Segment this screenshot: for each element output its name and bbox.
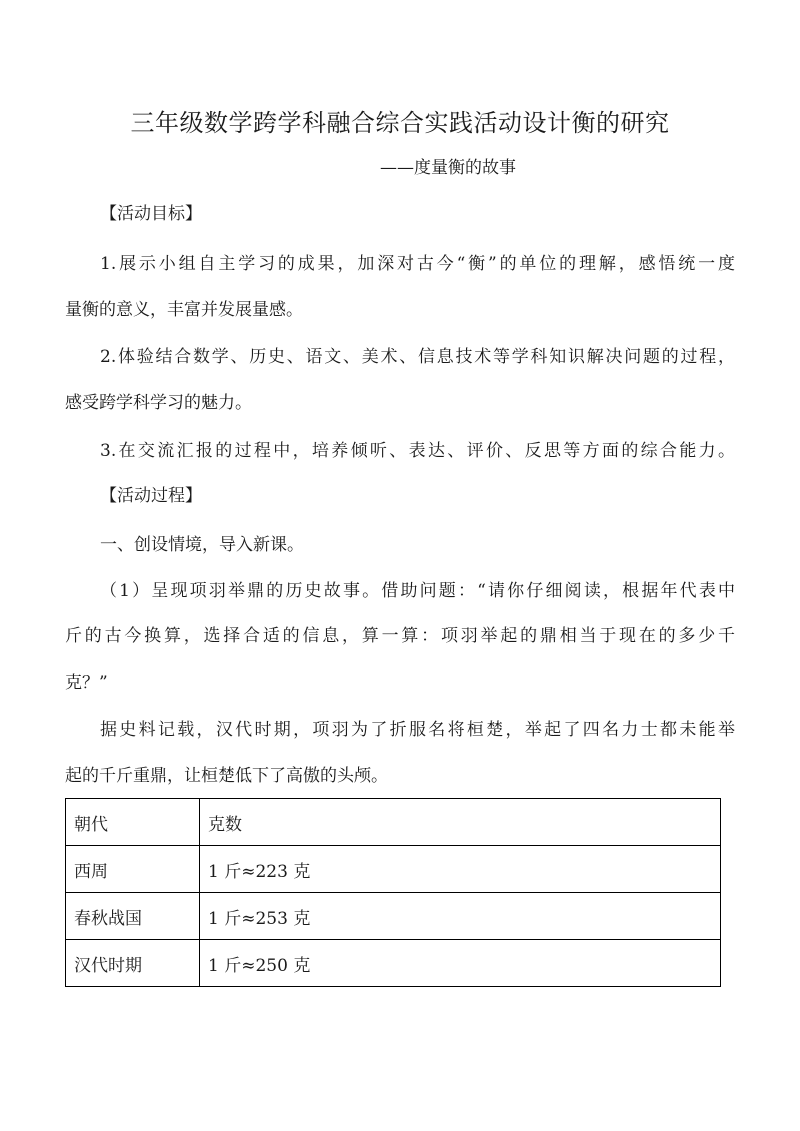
section-heading-process: 【活动过程】 bbox=[100, 486, 202, 506]
goal-2-line-1: 2.体验结合数学、历史、语文、美术、信息技术等学科知识解决问题的过程， bbox=[100, 347, 735, 367]
table-cell-dynasty: 春秋战国 bbox=[66, 893, 200, 940]
conversion-table bbox=[65, 798, 721, 987]
table-cell-grams: 1 斤≈253 克 bbox=[200, 893, 721, 940]
table-header-cell: 朝代 bbox=[66, 799, 200, 846]
table-cell-dynasty: 西周 bbox=[66, 846, 200, 893]
goal-1-line-2: 量衡的意义，丰富并发展量感。 bbox=[65, 300, 303, 320]
goal-1-line-1: 1.展示小组自主学习的成果，加深对古今“衡”的单位的理解，感悟统一度 bbox=[100, 254, 735, 274]
table-row bbox=[66, 893, 721, 940]
step-1-paragraph-line-3: 克？” bbox=[65, 673, 108, 693]
table-cell-dynasty: 汉代时期 bbox=[66, 940, 200, 987]
goal-2-line-2: 感受跨学科学习的魅力。 bbox=[65, 393, 252, 413]
step-1-paragraph-line-2: 斤的古今换算，选择合适的信息，算一算：项羽举起的鼎相当于现在的多少千 bbox=[65, 626, 735, 646]
document-subtitle: ——度量衡的故事 bbox=[380, 158, 516, 178]
table-cell-grams: 1 斤≈223 克 bbox=[200, 846, 721, 893]
table-header-cell: 克数 bbox=[200, 799, 721, 846]
document-title: 三年级数学跨学科融合综合实践活动设计衡的研究 bbox=[130, 109, 670, 137]
table-cell-grams: 1 斤≈250 克 bbox=[200, 940, 721, 987]
step-1-heading: 一、创设情境，导入新课。 bbox=[100, 535, 304, 555]
table-row bbox=[66, 940, 721, 987]
section-heading-goals: 【活动目标】 bbox=[100, 204, 202, 224]
table-row bbox=[66, 846, 721, 893]
step-1-paragraph-line-1: （1）呈现项羽举鼎的历史故事。借助问题：“请你仔细阅读，根据年代表中 bbox=[100, 581, 735, 601]
table-header-row bbox=[66, 799, 721, 846]
goal-3-line-1: 3.在交流汇报的过程中，培养倾听、表达、评价、反思等方面的综合能力。 bbox=[100, 441, 735, 461]
story-line-2: 起的千斤重鼎，让桓楚低下了高傲的头颅。 bbox=[65, 766, 388, 786]
story-line-1: 据史料记载，汉代时期，项羽为了折服名将桓楚，举起了四名力士都未能举 bbox=[100, 720, 735, 740]
